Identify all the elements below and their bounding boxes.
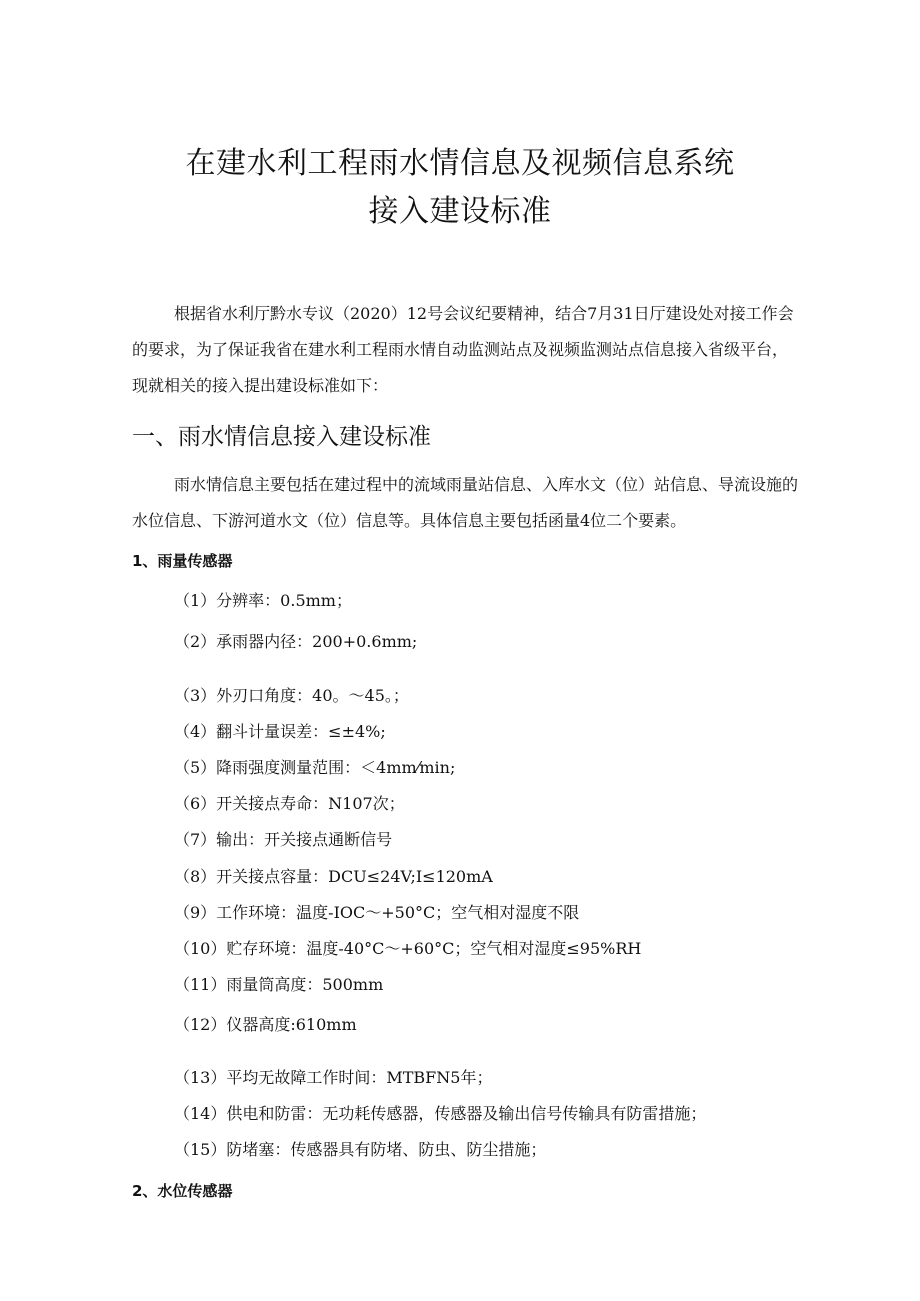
spec-item: （1）分辨率：0.5mm； — [174, 591, 352, 610]
spec-item: （9）工作环境：温度-IOC～+50°C；空气相对湿度不限 — [174, 903, 580, 922]
document-title-line-1: 在建水利工程雨水情信息及视频信息系统 — [185, 146, 735, 181]
spec-item: （6）开关接点寿命：N107次； — [174, 794, 405, 813]
intro-paragraph: 根据省水利厅黔水专议（2020）12号会议纪要精神，结合7月31日厅建设处对接工作会的要求，为了保证我省在建水利工程雨水情自动监测站点及视频监测站点信息接入省级平台，现就相关的接入提出建设标准如下： — [132, 304, 794, 395]
spec-item: （8）开关接点容量：DCU≤24V;I≤120mA — [174, 867, 493, 886]
spec-item: （3）外刃口角度：40。～45。； — [174, 686, 409, 705]
subsection-water-level-heading: 2、水位传感器 — [132, 1182, 233, 1200]
spec-item: （13）平均无故障工作时间：MTBFN5年； — [174, 1068, 493, 1087]
section-1-heading: 一、雨水情信息接入建设标准 — [132, 424, 431, 450]
spec-item: （4）翻斗计量误差：≤±4%; — [174, 722, 386, 741]
subsection-rain-gauge-heading: 1、雨量传感器 — [132, 552, 233, 570]
spec-item: （12）仪器高度:610mm — [174, 1015, 357, 1034]
spec-item: （10）贮存环境：温度-40°C～+60°C；空气相对湿度≤95%RH — [174, 939, 642, 958]
document-title-line-2: 接入建设标准 — [368, 194, 552, 229]
spec-item: （15）防堵塞：传感器具有防堵、防虫、防尘措施； — [174, 1140, 547, 1159]
spec-item: （7）输出：开关接点通断信号 — [174, 830, 393, 849]
spec-item: （2）承雨器内径：200+0.6mm; — [174, 632, 418, 651]
spec-item: （14）供电和防雷：无功耗传感器，传感器及输出信号传输具有防雷措施； — [174, 1104, 707, 1123]
spec-item: （5）降雨强度测量范围：＜4mm⁄min; — [174, 758, 456, 777]
spec-item: （11）雨量筒高度：500mm — [174, 975, 384, 994]
section-1-paragraph: 雨水情信息主要包括在建过程中的流域雨量站信息、入库水文（位）站信息、导流设施的水位信息、下游河道水文（位）信息等。具体信息主要包括函量4位二个要素。 — [132, 475, 799, 530]
